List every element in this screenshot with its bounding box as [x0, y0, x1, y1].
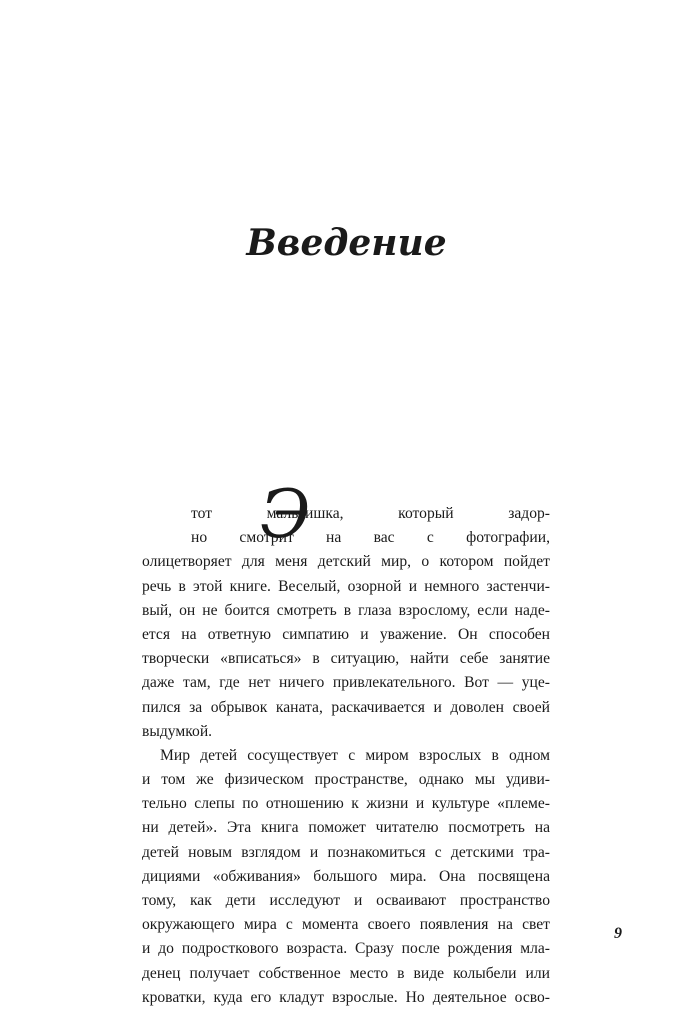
drop-cap: Э [260, 476, 311, 553]
text-line: и до подросткового возраста. Сразу после рождения мла- [142, 940, 550, 958]
text-line: детей новым взглядом и познакомиться с детскими тра- [142, 843, 550, 861]
text-line: олицетворяет для меня детский мир, о котором пойдет [142, 553, 550, 571]
text-line: окружающего мира с момента своего появления на свет [142, 916, 550, 934]
text-line: вый, он не боится смотреть в глаза взрослому, если наде- [142, 601, 550, 619]
text-line: тот мальчишка, который задор- [191, 505, 550, 522]
text-line: дициями «обживания» большого мира. Она посвящена [142, 867, 550, 885]
text-line: тельно слепы по отношению к жизни и культуре «племе- [142, 795, 550, 813]
text-line: даже там, где нет ничего привлекательного. Вот — уце- [142, 674, 550, 692]
text-line: и том же физическом пространстве, однако мы удиви- [142, 771, 550, 789]
text-line: ни детей». Эта книга поможет читателю посмотреть на [142, 819, 550, 837]
text-line: речь в этой книге. Веселый, озорной и немного застенчи- [142, 577, 550, 595]
text-line: кроватки, куда его кладут взрослые. Но деятельное осво- [142, 988, 550, 1006]
body-text [142, 502, 550, 1010]
paragraph-1 [142, 502, 550, 744]
text-line: но смотрит на вас с фотографии, [191, 529, 550, 547]
text-line: Мир детей сосуществует с миром взрослых в одном [160, 746, 550, 764]
text-line: ется на ответную симпатию и уважение. Он способен [142, 625, 550, 643]
text-line: выдумкой. [142, 722, 213, 740]
text-line: пился за обрывок каната, раскачивается и доволен своей [142, 698, 550, 716]
text-line: денец получает собственное место в виде колыбели или [142, 964, 550, 982]
text-line: тому, как дети исследуют и осваивают пространство [142, 892, 550, 909]
chapter-title: Введение [246, 222, 447, 264]
paragraph-2 [142, 744, 550, 1010]
page-number: 9 [614, 925, 622, 942]
text-line: творчески «вписаться» в ситуацию, найти себе занятие [142, 650, 550, 668]
